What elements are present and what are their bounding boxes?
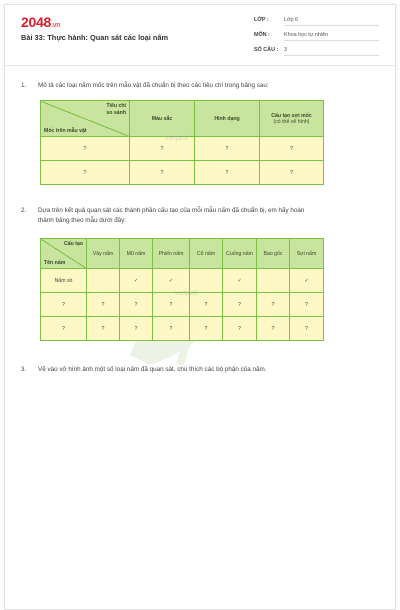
table-cell[interactable]: ? bbox=[190, 293, 223, 317]
table-cell[interactable]: ? bbox=[290, 293, 324, 317]
table-mold bbox=[40, 100, 324, 185]
question-2-text-line-2: thành bảng theo mẫu dưới đây: bbox=[38, 217, 127, 224]
table-cell[interactable] bbox=[190, 269, 223, 293]
table-cell[interactable]: ? bbox=[41, 161, 130, 185]
table-cell[interactable]: ? bbox=[290, 317, 324, 341]
table-mushroom-header-cap: Mũ nấm bbox=[120, 239, 153, 269]
table-mushroom-header-gills: Phiến nấm bbox=[153, 239, 190, 269]
meta-subject-label: MÔN : bbox=[254, 32, 270, 38]
table-cell[interactable] bbox=[257, 269, 290, 293]
table-cell: Nấm sò bbox=[41, 269, 87, 293]
table-cell[interactable]: ? bbox=[130, 161, 195, 185]
table-cell[interactable]: ? bbox=[130, 137, 195, 161]
question-3-text: Vẽ vào vở hình ảnh một số loại nấm đã quan sát, chú thích các bộ phận của nấm. bbox=[38, 366, 267, 373]
table-cell[interactable]: ? bbox=[120, 317, 153, 341]
table-cell[interactable]: ? bbox=[41, 137, 130, 161]
table-cell[interactable]: ? bbox=[153, 293, 190, 317]
question-2-text-line-1: Dựa trên kết quả quan sát các thành phần cấu tạo của mỗi mẫu nấm đã chuẩn bị, em hãy hoàn bbox=[38, 207, 305, 214]
table-mushroom-header-hyphae: Sợi nấm bbox=[290, 239, 324, 269]
table-mold-header-shape: Hình dạng bbox=[195, 101, 260, 137]
page-title: Bài 33: Thực hành: Quan sát các loại nấm bbox=[21, 33, 169, 42]
question-1-text: Mô tả các loại nấm mốc trên mẫu vật đã chuẩn bị theo các tiêu chí trong bảng sau: bbox=[38, 82, 269, 89]
table-cell[interactable] bbox=[87, 269, 120, 293]
table-cell[interactable]: ? bbox=[41, 317, 87, 341]
table-row bbox=[41, 161, 324, 185]
table-cell[interactable]: ? bbox=[153, 317, 190, 341]
table-mushroom-header-scale: Vảy nấm bbox=[87, 239, 120, 269]
table-mushroom-header-ring: Cổ nấm bbox=[190, 239, 223, 269]
question-3-number: 3. bbox=[21, 366, 27, 373]
question-1-number: 1. bbox=[21, 82, 27, 89]
site-logo[interactable]: 2048.vn bbox=[21, 14, 61, 30]
table-mushroom-header-stem: Cuống nấm bbox=[223, 239, 257, 269]
table-cell[interactable]: ? bbox=[260, 161, 324, 185]
table-cell[interactable]: ? bbox=[257, 293, 290, 317]
table-mold-header-structure: Cấu tạo sợi mốc (có thể vẽ hình) bbox=[260, 101, 324, 137]
table-cell[interactable]: ? bbox=[190, 317, 223, 341]
question-2-number: 2. bbox=[21, 207, 27, 214]
table-row bbox=[41, 317, 324, 341]
table-cell[interactable]: ? bbox=[87, 293, 120, 317]
meta-count-label: SỐ CÂU : bbox=[254, 47, 279, 53]
table-cell[interactable]: ? bbox=[257, 317, 290, 341]
table-cell[interactable]: ? bbox=[120, 293, 153, 317]
meta-subject-value: Khoa học tự nhiên bbox=[284, 32, 379, 41]
table-cell[interactable]: ✓ bbox=[153, 269, 190, 293]
table-row bbox=[41, 269, 324, 293]
table-mushroom-header-volva: Bao gốc bbox=[257, 239, 290, 269]
table-cell[interactable]: ? bbox=[195, 161, 260, 185]
table-cell[interactable]: ? bbox=[223, 317, 257, 341]
table-mushroom-corner-header: Cấu tạo Tên nấm bbox=[41, 239, 87, 269]
table-cell[interactable]: ? bbox=[223, 293, 257, 317]
table-cell[interactable]: ? bbox=[87, 317, 120, 341]
meta-count-value: 3 bbox=[284, 47, 379, 56]
watermark: vietjack bbox=[165, 135, 189, 142]
table-cell[interactable]: ✓ bbox=[223, 269, 257, 293]
table-cell[interactable]: ✓ bbox=[120, 269, 153, 293]
meta-class-label: LỚP : bbox=[254, 17, 269, 23]
table-cell[interactable]: ✓ bbox=[290, 269, 324, 293]
table-cell[interactable]: ? bbox=[195, 137, 260, 161]
table-cell[interactable]: ? bbox=[260, 137, 324, 161]
watermark: vietjack bbox=[175, 290, 199, 297]
meta-class-value: Lớp 6 bbox=[284, 17, 379, 26]
table-mold-corner-header: Tiêu chí so sánh Mốc trên mẫu vật bbox=[41, 101, 130, 137]
table-cell[interactable]: ? bbox=[41, 293, 87, 317]
table-mold-header-color: Màu sắc bbox=[130, 101, 195, 137]
header-divider bbox=[4, 65, 396, 66]
